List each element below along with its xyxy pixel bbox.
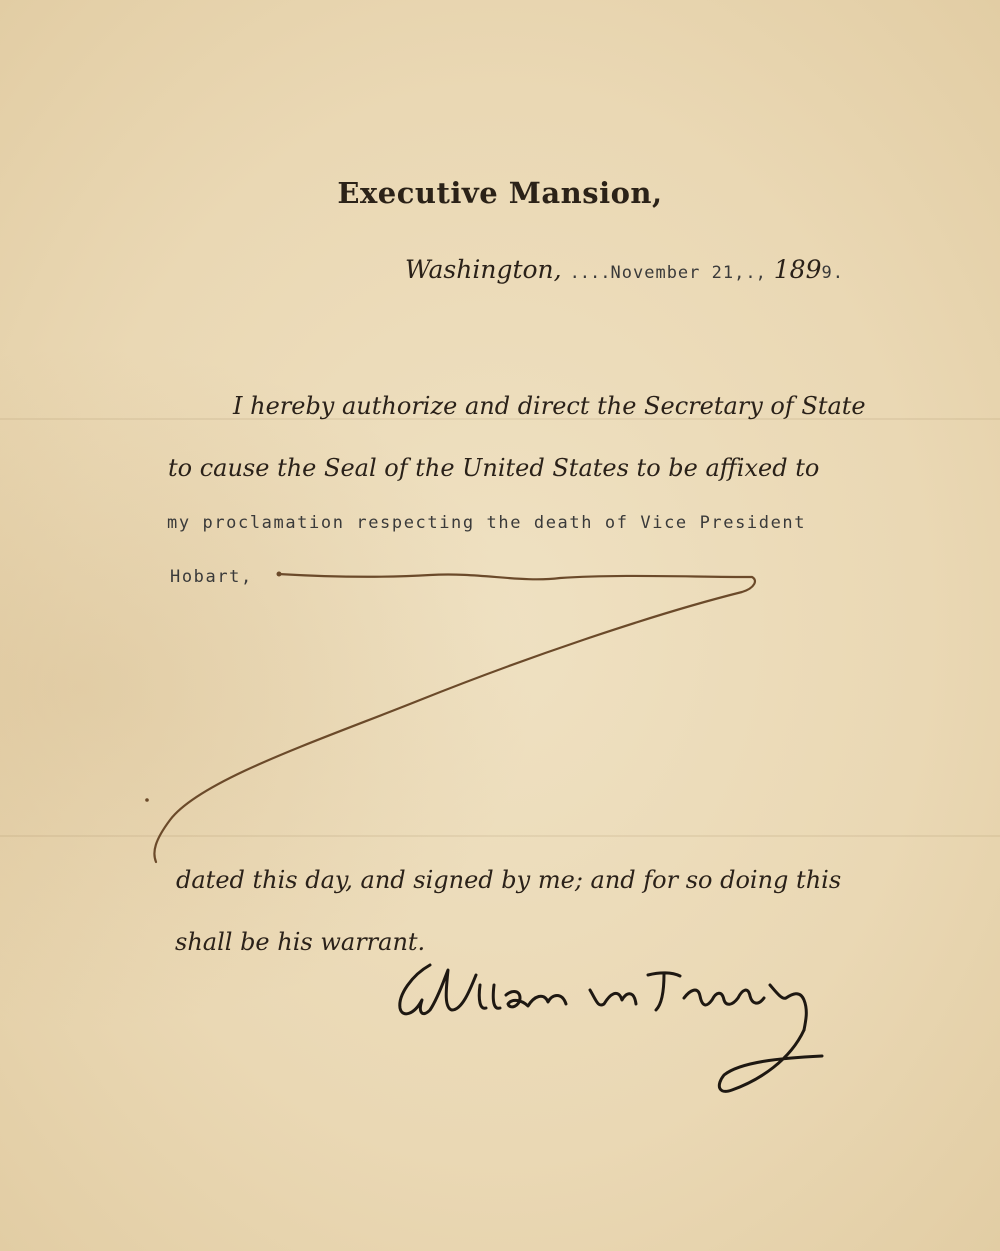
letterhead: Executive Mansion, bbox=[337, 176, 663, 210]
body-line-4: Hobart, bbox=[170, 567, 253, 587]
dateline-year-suffix: 9. bbox=[821, 263, 844, 283]
dateline-place: Washington, bbox=[405, 255, 562, 284]
body-line-2: to cause the Seal of the United States to be affixed to bbox=[168, 454, 820, 482]
body-line-1: I hereby authorize and direct the Secretary of State bbox=[233, 392, 866, 420]
dateline: Washington, ....November 21,., 1899. bbox=[405, 255, 844, 284]
body-line-5: dated this day, and signed by me; and for so doing this bbox=[176, 866, 842, 894]
dateline-year-prefix: 189 bbox=[773, 255, 822, 284]
body-line-3: my proclamation respecting the death of Vice President bbox=[167, 513, 807, 533]
dateline-date: November 21, bbox=[610, 263, 746, 283]
body-line-6: shall be his warrant. bbox=[175, 928, 426, 956]
signature-handwritten bbox=[400, 965, 822, 1091]
fill-in-stroke bbox=[154, 574, 755, 862]
